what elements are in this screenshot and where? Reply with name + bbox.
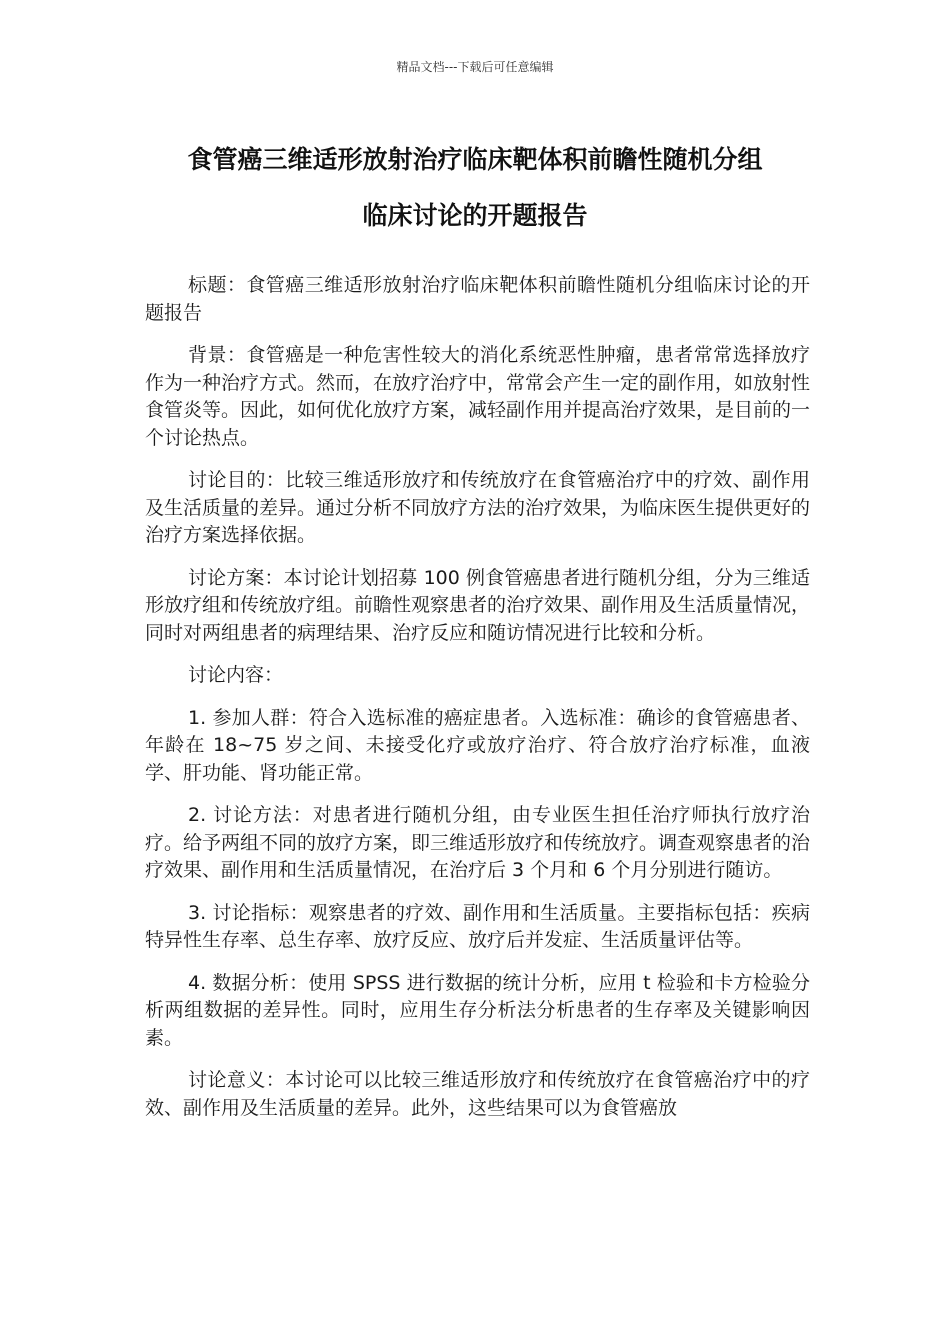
paragraph-plan: 讨论方案：本讨论计划招募 100 例食管癌患者进行随机分组，分为三维适形放疗组和传统放疗组。前瞻性观察患者的治疗效果、副作用及生活质量情况，同时对两组患者的病理结果、治疗反应和随访情况进行比较和分析。 (145, 566, 811, 644)
paragraph-item-3-indicators: 3. 讨论指标：观察患者的疗效、副作用和生活质量。主要指标包括：疾病特异性生存率、总生存率、放疗反应、放疗后并发症、生活质量评估等。 (145, 901, 810, 951)
paragraph-content-heading: 讨论内容： (188, 664, 284, 686)
paragraph-item-1-participants: 1. 参加人群：符合入选标准的癌症患者。入选标准：确诊的食管癌患者、年龄在 18~75 岁之间、未接受化疗或放疗治疗、符合放疗治疗标准，血液学、肝功能、肾功能正常。 (145, 706, 810, 784)
document-body (145, 272, 810, 1137)
paragraph-purpose: 讨论目的：比较三维适形放疗和传统放疗在食管癌治疗中的疗效、副作用及生活质量的差异。通过分析不同放疗方法的治疗效果，为临床医生提供更好的治疗方案选择依据。 (145, 469, 811, 546)
paragraph-item-4-analysis: 4. 数据分析：使用 SPSS 进行数据的统计分析，应用 t 检验和卡方检验分析两组数据的差异性。同时，应用生存分析法分析患者的生存率及关键影响因素。 (145, 971, 810, 1049)
paragraph-background: 背景：食管癌是一种危害性较大的消化系统恶性肿瘤，患者常常选择放疗作为一种治疗方式。然而，在放疗治疗中，常常会产生一定的副作用，如放射性食管炎等。因此，如何优化放疗方案，减轻副作用并提高治疗效果，是目前的一个讨论热点。 (145, 344, 811, 449)
paragraph-title: 标题：食管癌三维适形放射治疗临床靶体积前瞻性随机分组临床讨论的开题报告 (145, 274, 810, 324)
page-header-watermark: 精品文档---下载后可任意编辑 (396, 60, 554, 74)
document-title-line-2: 临床讨论的开题报告 (362, 201, 588, 230)
document-title-line-1: 食管癌三维适形放射治疗临床靶体积前瞻性随机分组 (187, 145, 763, 174)
paragraph-significance: 讨论意义：本讨论可以比较三维适形放疗和传统放疗在食管癌治疗中的疗效、副作用及生活质量的差异。此外，这些结果可以为食管癌放 (145, 1069, 810, 1119)
paragraph-item-2-method: 2. 讨论方法：对患者进行随机分组，由专业医生担任治疗师执行放疗治疗。给予两组不同的放疗方案，即三维适形放疗和传统放疗。调查观察患者的治疗效果、副作用和生活质量情况，在治疗后 3 个月和 6 个月分别进行随访。 (145, 804, 811, 881)
